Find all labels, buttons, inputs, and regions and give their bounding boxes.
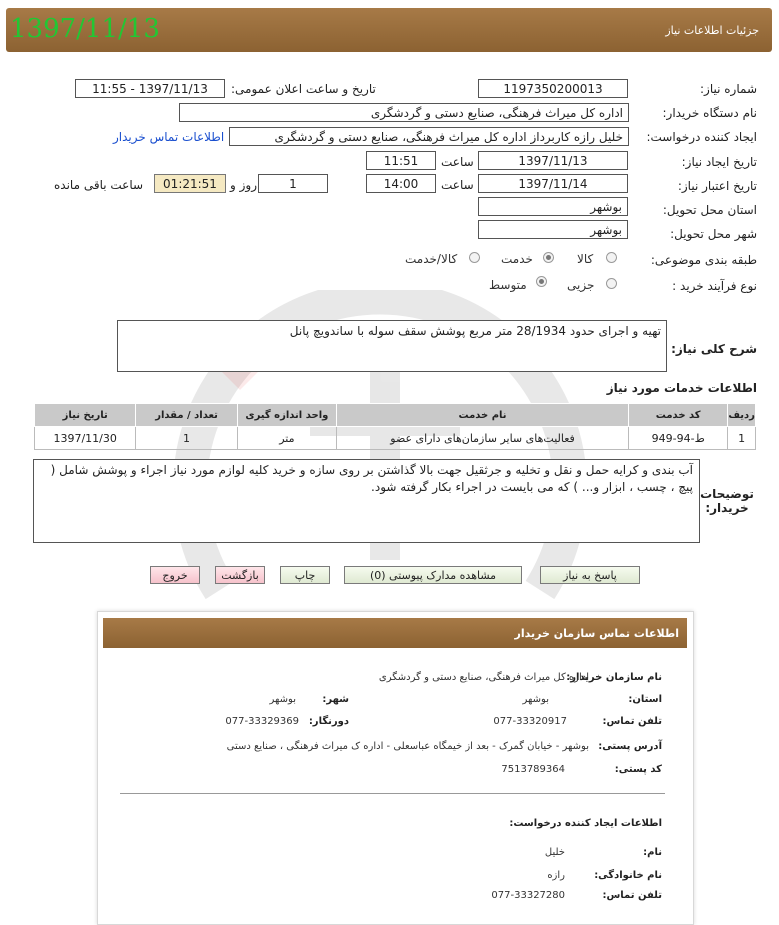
col-need-date: تاریخ نیاز — [35, 404, 136, 427]
creator-phone-label: تلفن تماس: — [602, 890, 662, 901]
contact-fax-value: 077-33329369 — [225, 716, 299, 727]
creator-info-title: اطلاعات ایجاد کننده درخواست: — [509, 818, 662, 829]
buyer-contact-link[interactable]: اطلاعات تماس خریدار — [113, 130, 225, 144]
need-number-field: 1197350200013 — [478, 79, 628, 98]
contact-fax-label: دورنگار: — [308, 716, 349, 727]
creator-field: خلیل رازه کاربرداز اداره کل میراث فرهنگی، صنایع دستی و گردشگری — [229, 127, 629, 146]
contact-city-value: بوشهر — [269, 694, 296, 705]
category-option-service: خدمت — [501, 252, 533, 266]
process-label: نوع فرآیند خرید : — [672, 279, 757, 293]
buyer-org-label: نام دستگاه خریدار: — [662, 106, 757, 120]
days-label: روز و — [230, 178, 257, 192]
table-row — [35, 427, 756, 450]
contact-phone-value: 077-33320917 — [493, 716, 567, 727]
summary-label: شرح کلی نیاز: — [671, 342, 757, 356]
col-service-name: نام خدمت — [337, 404, 629, 427]
create-date-label: تاریخ ایجاد نیاز: — [681, 155, 757, 169]
category-radio-service[interactable] — [543, 252, 554, 263]
summary-field: تهیه و اجرای حدود 28/1934 متر مربع پوشش سقف سوله با ساندویچ پانل — [117, 320, 667, 372]
print-button[interactable]: چاپ — [280, 566, 330, 584]
contact-address-label: آدرس پستی: — [598, 741, 662, 752]
validity-time-label: ساعت — [441, 178, 474, 192]
contact-city-label: شهر: — [322, 694, 349, 705]
province-label: استان محل تحویل: — [662, 203, 757, 217]
city-field: بوشهر — [478, 220, 628, 239]
validity-time-field: 14:00 — [366, 174, 436, 193]
col-unit: واحد اندازه گیری — [237, 404, 336, 427]
validity-date-field: 1397/11/14 — [478, 174, 628, 193]
view-attachments-button[interactable]: مشاهده مدارک پیوستی (0) — [344, 566, 522, 584]
process-option-minor: جزیی — [567, 278, 595, 292]
announce-label: تاریخ و ساعت اعلان عمومی: — [231, 82, 376, 96]
contact-address-value: بوشهر - خیابان گمرک - بعد از خیمگاه عباسعلی - اداره ک میراث فرهنگی ، صنایع دستی — [226, 741, 589, 752]
cell-row-no: 1 — [728, 427, 756, 450]
category-radio-goods[interactable] — [606, 252, 617, 263]
cell-unit: متر — [237, 427, 336, 450]
buyer-org-field: اداره کل میراث فرهنگی، صنایع دستی و گردشگری — [179, 103, 629, 122]
category-radio-both[interactable] — [469, 252, 480, 263]
contact-province-label: استان: — [628, 694, 662, 705]
exit-button[interactable]: خروج — [150, 566, 200, 584]
creator-name-value: خلیل — [544, 847, 565, 858]
creator-name-label: نام: — [643, 847, 662, 858]
remaining-label: ساعت باقی مانده — [54, 178, 144, 192]
city-label: شهر محل تحویل: — [670, 227, 757, 241]
remaining-time-field: 01:21:51 — [154, 174, 226, 193]
back-button[interactable]: بازگشت — [215, 566, 265, 584]
creator-label: ایجاد کننده درخواست: — [646, 130, 757, 144]
need-number-label: شماره نیاز: — [700, 82, 757, 96]
category-label: طبقه بندی موضوعی: — [650, 253, 757, 267]
contact-postal-label: کد پستی: — [614, 764, 662, 775]
contact-org-value: اداره کل میراث فرهنگی، صنایع دستی و گردشگری — [378, 672, 589, 683]
services-title: اطلاعات خدمات مورد نیاز — [606, 381, 757, 395]
process-radio-minor[interactable] — [606, 278, 617, 289]
cell-quantity: 1 — [136, 427, 237, 450]
page-title: جزئیات اطلاعات نیاز — [665, 24, 759, 37]
cell-service-code: ط-94-949 — [629, 427, 728, 450]
reply-button[interactable]: پاسخ به نیاز — [540, 566, 640, 584]
contact-card-title: اطلاعات تماس سازمان خریدار — [514, 627, 679, 640]
process-option-medium: متوسط — [489, 278, 527, 292]
contact-org-label: نام سازمان خریدار: — [566, 672, 662, 683]
creator-family-value: رازه — [547, 870, 565, 881]
buyer-notes-label: توضیحات خریدار: — [700, 487, 754, 515]
contact-province-value: بوشهر — [522, 694, 549, 705]
cell-service-name: فعالیت‌های سایر سازمان‌های دارای عضو — [337, 427, 629, 450]
contact-phone-label: تلفن تماس: — [602, 716, 662, 727]
days-field: 1 — [258, 174, 328, 193]
col-quantity: تعداد / مقدار — [136, 404, 237, 427]
contact-postal-value: 7513789364 — [501, 764, 565, 775]
card-divider — [120, 793, 665, 794]
category-option-goods: کالا — [577, 252, 594, 266]
validity-date-label: تاریخ اعتبار نیاز: — [677, 179, 757, 193]
announce-field: 1397/11/13 - 11:55 — [75, 79, 225, 98]
province-field: بوشهر — [478, 197, 628, 216]
process-radio-medium[interactable] — [536, 276, 547, 287]
category-option-both: کالا/خدمت — [405, 252, 458, 266]
date-stamp: 1397/11/13 — [10, 14, 160, 44]
creator-phone-value: 077-33327280 — [491, 890, 565, 901]
cell-need-date: 1397/11/30 — [35, 427, 136, 450]
creator-family-label: نام خانوادگی: — [594, 870, 662, 881]
services-table — [34, 403, 756, 450]
create-time-label: ساعت — [441, 155, 474, 169]
create-time-field: 11:51 — [366, 151, 436, 170]
col-row-no: ردیف — [728, 404, 756, 427]
col-service-code: کد خدمت — [629, 404, 728, 427]
create-date-field: 1397/11/13 — [478, 151, 628, 170]
buyer-notes-field: آب بندی و کرایه حمل و نقل و تخلیه و جرثقیل جهت بالا گذاشتن بر روی سازه و خرید کلیه لوازم مورد نیاز اجراء و پوشش شامل ( پیچ ، چسب ، ابزار و... ) که می بایست در اجراء بکار گرفته شود. — [33, 459, 700, 543]
